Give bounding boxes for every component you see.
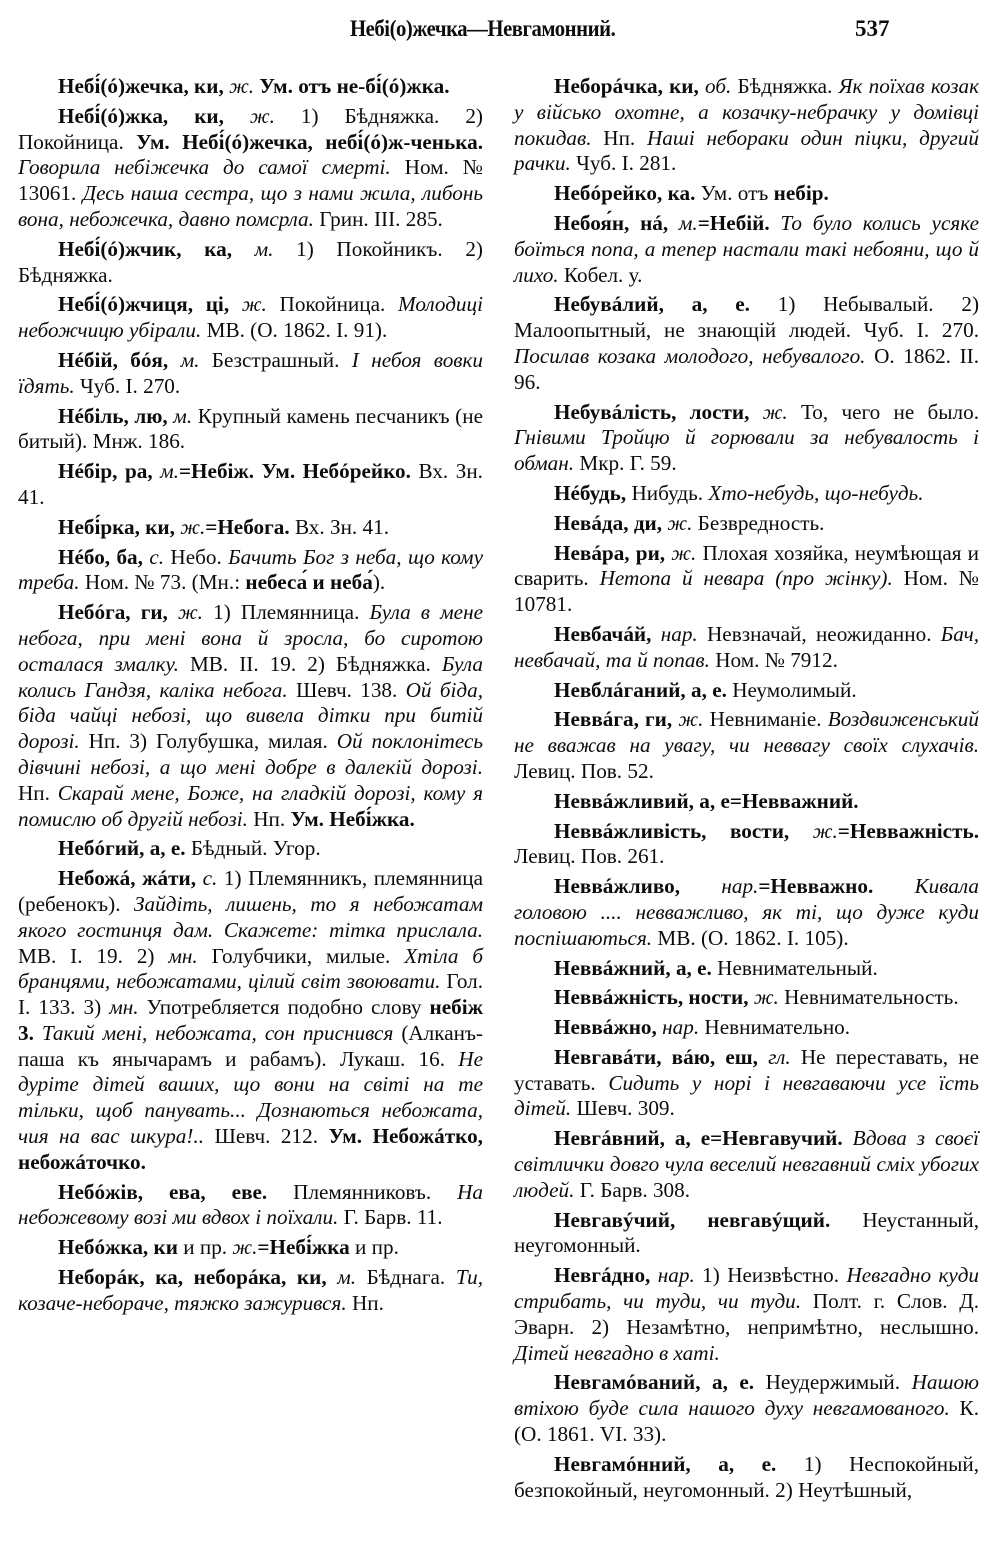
dictionary-entry: [514, 181, 979, 207]
text-run: Невзначай, неожиданно.: [697, 621, 941, 646]
italic-run: Хтіла б бранцями, небожатами, цілий світ звоювати.: [18, 943, 483, 994]
left-column: [18, 74, 483, 1321]
text-run: Голубчики, милые.: [197, 943, 405, 968]
italic-run: ж.: [232, 1235, 258, 1260]
dictionary-entry: [514, 819, 979, 871]
headword-run: Ум. Небі́(ó)жечка, небі́(ó)ж-ченька.: [136, 129, 483, 154]
italic-run: Скарай мене, Боже, на гладкій дорозі, кому я помислю об другій небозі.: [18, 780, 483, 831]
italic-run: Дітей невгадно в хаті.: [514, 1340, 720, 1365]
italic-run: Кивала головою .... невважливо, як ті, що дуже куди поспішаються.: [514, 874, 980, 950]
text-run: Невнимательность.: [778, 985, 959, 1010]
text-run: Ном. № 7912.: [709, 647, 838, 672]
text-run: Вх. Зн. 41.: [18, 459, 483, 509]
text-run: Шевч. 309.: [571, 1096, 675, 1121]
headword-run: Небóга, ги,: [58, 600, 168, 625]
headword-run: Небожá, жáти,: [58, 866, 196, 891]
text-run: Безстрашный.: [199, 347, 352, 372]
dictionary-entry: [514, 985, 979, 1011]
text-run: Ум. отъ: [695, 181, 774, 206]
text-run: Нп. 3) Голубушка, милая.: [79, 729, 337, 754]
italic-run: Воздвиженський не вважав на увагу, чи неввагу своїх слухачів.: [514, 707, 979, 758]
text-run: Ном. № 13061.: [18, 155, 483, 206]
italic-run: Наші небораки один піцки, другий рачки.: [514, 125, 979, 176]
headword-run: Неборáчка, ки,: [554, 74, 699, 98]
italic-run: гл.: [757, 1044, 791, 1069]
headword-run: Небі́(ó)жечка, ки,: [58, 74, 224, 98]
text-run: Нп.: [247, 806, 291, 831]
page-number: 537: [855, 16, 890, 41]
dictionary-entry: [18, 237, 483, 289]
italic-run: ж.: [665, 540, 697, 565]
dictionary-entry: [514, 211, 979, 288]
headword-run: Невгамóваний, а, е.: [554, 1370, 755, 1395]
italic-run: ж.: [749, 399, 788, 424]
headword-run: Небоя́н, нá,: [554, 210, 669, 235]
text-run: Бѣдняжка.: [731, 74, 839, 98]
headword-run: небір.: [773, 181, 829, 206]
italic-run: Зайдіть, лишень, то я небожатам якого гостинця дам. Скажете: тітка прислала.: [18, 891, 483, 942]
text-run: 1) Племянникъ, племянница (ребенокъ).: [18, 866, 484, 916]
dictionary-entry: [18, 600, 483, 832]
text-run: и пр.: [177, 1235, 233, 1260]
dictionary-entry: [514, 1045, 979, 1122]
dictionary-entry: [18, 1265, 483, 1317]
headword-run: Небувáлий, а, е.: [554, 292, 750, 317]
italic-run: Гнівими Тройцю й горювали за небувалость і обман.: [514, 425, 979, 476]
italic-run: м.: [668, 210, 698, 235]
text-run: Шевч. 212.: [204, 1124, 329, 1149]
headword-run: Невбачáй,: [554, 621, 652, 646]
headword-run: Небóжів, ева, еве.: [58, 1179, 268, 1204]
text-run: Неудержимый.: [754, 1370, 912, 1395]
text-run: Нп.: [346, 1290, 384, 1315]
italic-run: Не дуріте дітей ваших, що вони на світі на те тільки, щоб панувать... Дознаються небожата, чия на вас шкура!..: [18, 1046, 483, 1149]
text-run: ).: [372, 570, 386, 595]
text-run: Невнимательный.: [711, 955, 878, 980]
italic-run: ж.: [223, 103, 275, 128]
italic-run: нар.: [680, 874, 759, 899]
headword-run: Неввáга, ги,: [554, 707, 673, 732]
text-run: МВ. (О. 1862. I. 91).: [201, 318, 388, 343]
headword-run: Нéбір, ра,: [58, 459, 153, 484]
dictionary-entry: [514, 511, 979, 537]
dictionary-entry: [514, 1208, 979, 1260]
italic-run: ж.: [223, 74, 255, 98]
headword-run: Ум. Небожáтко, небожáточко.: [18, 1124, 483, 1174]
headword-run: небеса́ и неба́: [245, 570, 373, 595]
headword-run: Невгáдно,: [554, 1263, 651, 1288]
headword-run: =Небога.: [205, 514, 290, 539]
text-run: 1) Небывалый. 2) Малоопытный, не знающій людей. Чуб. I. 270.: [514, 292, 979, 343]
italic-run: Бач, невбачай, та й попав.: [514, 621, 979, 672]
italic-run: Хто-небудь, що-небудь.: [708, 480, 924, 505]
italic-run: с.: [142, 544, 165, 569]
text-run: Грин. III. 285.: [313, 206, 443, 231]
italic-run: Такий мені, небожата, сон приснився: [33, 1020, 394, 1045]
headword-run: Неввáжно,: [554, 1015, 657, 1040]
headword-run: Небі́(ó)жчиця, ці,: [58, 292, 230, 317]
dictionary-entry: [18, 836, 483, 862]
text-run: Шевч. 138.: [287, 677, 406, 702]
italic-run: Посилав козака молодого, небувалого.: [514, 343, 866, 368]
headword-run: Небóгий, а, е.: [58, 836, 186, 861]
text-run: Неустанный, неугомонный.: [514, 1207, 979, 1258]
text-run: Употребляется подобно слову: [138, 995, 430, 1020]
italic-run: м.: [326, 1265, 357, 1290]
running-head: Небі(о)жечка—Невгамонний.: [350, 16, 616, 41]
page-header: [0, 14, 1000, 48]
dictionary-entry: [18, 404, 483, 456]
headword-run: Неввáжливо,: [554, 874, 681, 899]
dictionary-entry: [514, 678, 979, 704]
text-run: Гол. I. 133. 3): [18, 969, 484, 1020]
headword-run: Невгавáти, вáю, еш,: [554, 1044, 758, 1069]
italic-run: Говорила небіжечка до самої смерті.: [18, 155, 391, 180]
italic-run: На небожевому возі ми вдвох і поїхали.: [18, 1179, 483, 1230]
dictionary-entry: [18, 104, 483, 233]
headword-run: Нéбудь,: [554, 480, 627, 505]
headword-run: =Невважність.: [837, 818, 979, 843]
italic-run: ж.: [662, 510, 693, 535]
text-run: Ном. № 10781.: [514, 566, 979, 617]
text-run: (Алканъ-паша къ янычарамъ и рабамъ). Лукаш. 16.: [18, 1020, 483, 1071]
dictionary-entry: [514, 789, 979, 815]
headword-run: Ум. Небі́жка.: [290, 806, 415, 831]
text-run: Неумолимый.: [726, 677, 857, 702]
italic-run: ж.: [174, 514, 206, 539]
text-run: Невниманіе.: [703, 707, 828, 732]
headword-run: Невгавýчий, невгавýщий.: [554, 1207, 831, 1232]
italic-run: ж.: [748, 985, 779, 1010]
dictionary-entry: [514, 1126, 979, 1203]
italic-run: Ти, козаче-небораче, тяжко зажурився.: [18, 1265, 483, 1315]
italic-run: Була колись Гандзя, каліка небога.: [18, 651, 483, 702]
italic-run: нар.: [656, 1015, 700, 1040]
italic-run: Нетопа й невара (про жінку).: [599, 566, 893, 591]
text-run: Бѣдный. Угор.: [185, 836, 321, 861]
headword-run: Неввáжливість, вости,: [554, 818, 790, 843]
headword-run: Неввáжність, ности,: [554, 985, 749, 1010]
headword-run: Небувáлість, лости,: [554, 399, 750, 424]
headword-run: Небі́(ó)жчик, ка,: [58, 236, 232, 261]
dictionary-entry: [18, 1180, 483, 1232]
italic-run: м.: [152, 459, 179, 484]
dictionary-entry: [18, 515, 483, 541]
dictionary-entry: [514, 1015, 979, 1041]
italic-run: Бачить Бог з неба, що кому треба.: [18, 544, 483, 595]
dictionary-entry: [18, 545, 483, 597]
dictionary-entry: [514, 622, 979, 674]
text-run: Нп.: [591, 125, 647, 150]
italic-run: с.: [196, 866, 218, 891]
headword-run: Неввáжливий, а, е=Невважний.: [554, 788, 859, 813]
italic-run: Вдова з своєї світлички довго чула веселий невгавний сміх убогих людей.: [514, 1126, 979, 1202]
italic-run: м.: [167, 403, 193, 428]
headword-run: Ум. отъ не-бі́(ó)жка.: [259, 74, 450, 98]
text-run: Мкр. Г. 59.: [574, 451, 677, 476]
italic-run: ж.: [229, 292, 267, 317]
dictionary-entry: [18, 348, 483, 400]
italic-run: м.: [232, 236, 274, 261]
dictionary-entry: [514, 292, 979, 395]
dictionary-entry: [18, 74, 483, 100]
italic-run: об.: [698, 74, 732, 98]
text-run: Полт. г. Слов. Д. Эварн. 2) Незамѣтно, непримѣтно, неслышно.: [514, 1289, 979, 1339]
text-run: Племянниковъ.: [267, 1179, 458, 1204]
text-run: Чуб. I. 281.: [570, 151, 677, 176]
headword-run: Невгамóнний, а, е.: [554, 1451, 777, 1476]
dictionary-entry: [514, 1370, 979, 1447]
italic-run: Десь наша сестра, що з нами жила, либонь вона, небожечка, давно помсрла.: [18, 181, 483, 231]
dictionary-entry: [514, 707, 979, 784]
text-run: 1) Неизвѣстно.: [694, 1263, 847, 1288]
headword-run: =Невважно.: [758, 874, 874, 899]
text-run: Невнимательно.: [699, 1015, 851, 1040]
headword-run: Нéбо, ба,: [58, 544, 143, 569]
headword-run: =Небій.: [697, 210, 770, 235]
text-run: и пр.: [349, 1235, 399, 1260]
headword-run: Небóжка, ки: [58, 1235, 178, 1260]
headword-run: Невáда, ди,: [554, 510, 663, 535]
text-run: 1) Неспокойный, безпокойный, неугомонный. 2) Неутѣшный,: [514, 1451, 979, 1502]
text-run: Вх. Зн. 41.: [289, 514, 390, 539]
text-run: Левиц. Пов. 52.: [514, 758, 654, 783]
headword-run: Неввáжний, а, е.: [554, 955, 712, 980]
text-run: Ном. № 73. (Мн.:: [79, 570, 246, 595]
dictionary-entry: [514, 1263, 979, 1366]
text-run: 1) Покойникъ. 2) Бѣдняжка.: [18, 236, 483, 287]
text-run: Покойница.: [266, 292, 398, 317]
text-run: Г. Барв. 11.: [338, 1205, 443, 1230]
italic-run: Сидить у норі і невгаваючи усе їсть дітей.: [514, 1070, 979, 1121]
text-run: МВ. II. 19. 2) Бѣдняжка.: [178, 651, 442, 676]
italic-run: ж.: [672, 707, 704, 732]
text-run: К. (О. 1861. VI. 33).: [514, 1396, 979, 1447]
dictionary-entry: [514, 400, 979, 477]
dictionary-entry: [514, 541, 979, 618]
headword-run: Нéбіль, лю,: [58, 403, 168, 428]
headword-run: Небóрейко, ка.: [554, 181, 696, 206]
dictionary-entry: [514, 1452, 979, 1504]
text-run: Чуб. I. 270.: [74, 373, 181, 398]
dictionary-entry: [514, 956, 979, 982]
headword-run: Неборáк, ка, неборáка, ки,: [58, 1265, 327, 1290]
italic-run: Ой поклонітесь дівчині небозі, а що мені добре в далекій дорозі.: [18, 729, 483, 779]
right-column: [514, 74, 979, 1507]
headword-run: небіж 3.: [18, 995, 483, 1045]
headword-run: Невгáвний, а, е=Невгавучий.: [554, 1126, 843, 1151]
italic-run: м.: [168, 347, 200, 372]
dictionary-entry: [18, 1235, 483, 1261]
headword-run: Небі́рка, ки,: [58, 514, 175, 539]
text-run: Не переставать, не уставать.: [514, 1044, 980, 1095]
text-run: О. 1862. II. 96.: [514, 343, 979, 394]
dictionary-entry: [18, 866, 483, 1176]
dictionary-entry: [18, 459, 483, 511]
dictionary-entry: [18, 292, 483, 344]
italic-run: Молодиці небожчицю убірали.: [18, 292, 484, 343]
text-run: Г. Барв. 308.: [574, 1177, 691, 1202]
headword-run: =Небіж. Ум. Небóрейко.: [178, 459, 411, 484]
headword-run: =Небі́жка: [257, 1235, 350, 1260]
text-run: МВ. I. 19. 2): [18, 943, 169, 968]
text-run: Небо.: [164, 544, 229, 569]
italic-run: Як поїхав козак у військо охотне, а козачку-небрачку у домівці покидав.: [514, 74, 980, 150]
text-run: То, чего не было.: [787, 399, 979, 424]
dictionary-entry: [514, 74, 979, 177]
italic-run: ж.: [167, 600, 203, 625]
italic-run: Невгадно куди стрибать, чи туди, чи туди.: [514, 1263, 980, 1314]
italic-run: І небоя вовки їдять.: [18, 347, 483, 398]
italic-run: нар.: [651, 621, 698, 646]
text-run: МВ. (О. 1862. I. 105).: [652, 925, 849, 950]
text-run: 1) Племянница.: [202, 600, 370, 625]
text-run: Крупный камень песчаникъ (не битый). Мнж. 186.: [18, 403, 483, 454]
text-run: 1) Бѣдняжка. 2) Покойница.: [18, 103, 483, 154]
text-run: Нибудь.: [626, 480, 709, 505]
text-run: Плохая хозяйка, неумѣющая и сварить.: [514, 540, 980, 591]
italic-run: Була в мене небога, при мені вона й зросла, бо сиротою осталася змалку.: [18, 600, 483, 676]
text-run: Кобел. у.: [558, 262, 643, 287]
italic-run: Нашою втіхою буде сила нашого духу невгамованого.: [514, 1370, 979, 1421]
italic-run: нар.: [650, 1263, 695, 1288]
headword-run: Невáра, ри,: [554, 540, 666, 565]
text-run: Левиц. Пов. 261.: [514, 844, 665, 869]
text-run: Безвредность.: [692, 510, 825, 535]
italic-run: ж.: [789, 818, 838, 843]
text-run: Бѣднага.: [356, 1265, 456, 1290]
italic-run: Ой біда, біда чайці небозі, що вивела дітки при битій дорозі.: [18, 677, 483, 754]
headword-run: Нéбій, бóя,: [58, 347, 169, 372]
italic-run: То було колись усяке боїться попа, а тепер настали такі небояни, що й лихо.: [514, 210, 979, 287]
dictionary-entry: [514, 481, 979, 507]
italic-run: мн.: [109, 995, 139, 1020]
headword-run: Небі́(ó)жка, ки,: [58, 103, 224, 128]
dictionary-entry: [514, 874, 979, 951]
text-run: Нп.: [18, 780, 58, 805]
headword-run: Невблáганий, а, е.: [554, 677, 727, 702]
italic-run: мн.: [168, 943, 198, 968]
